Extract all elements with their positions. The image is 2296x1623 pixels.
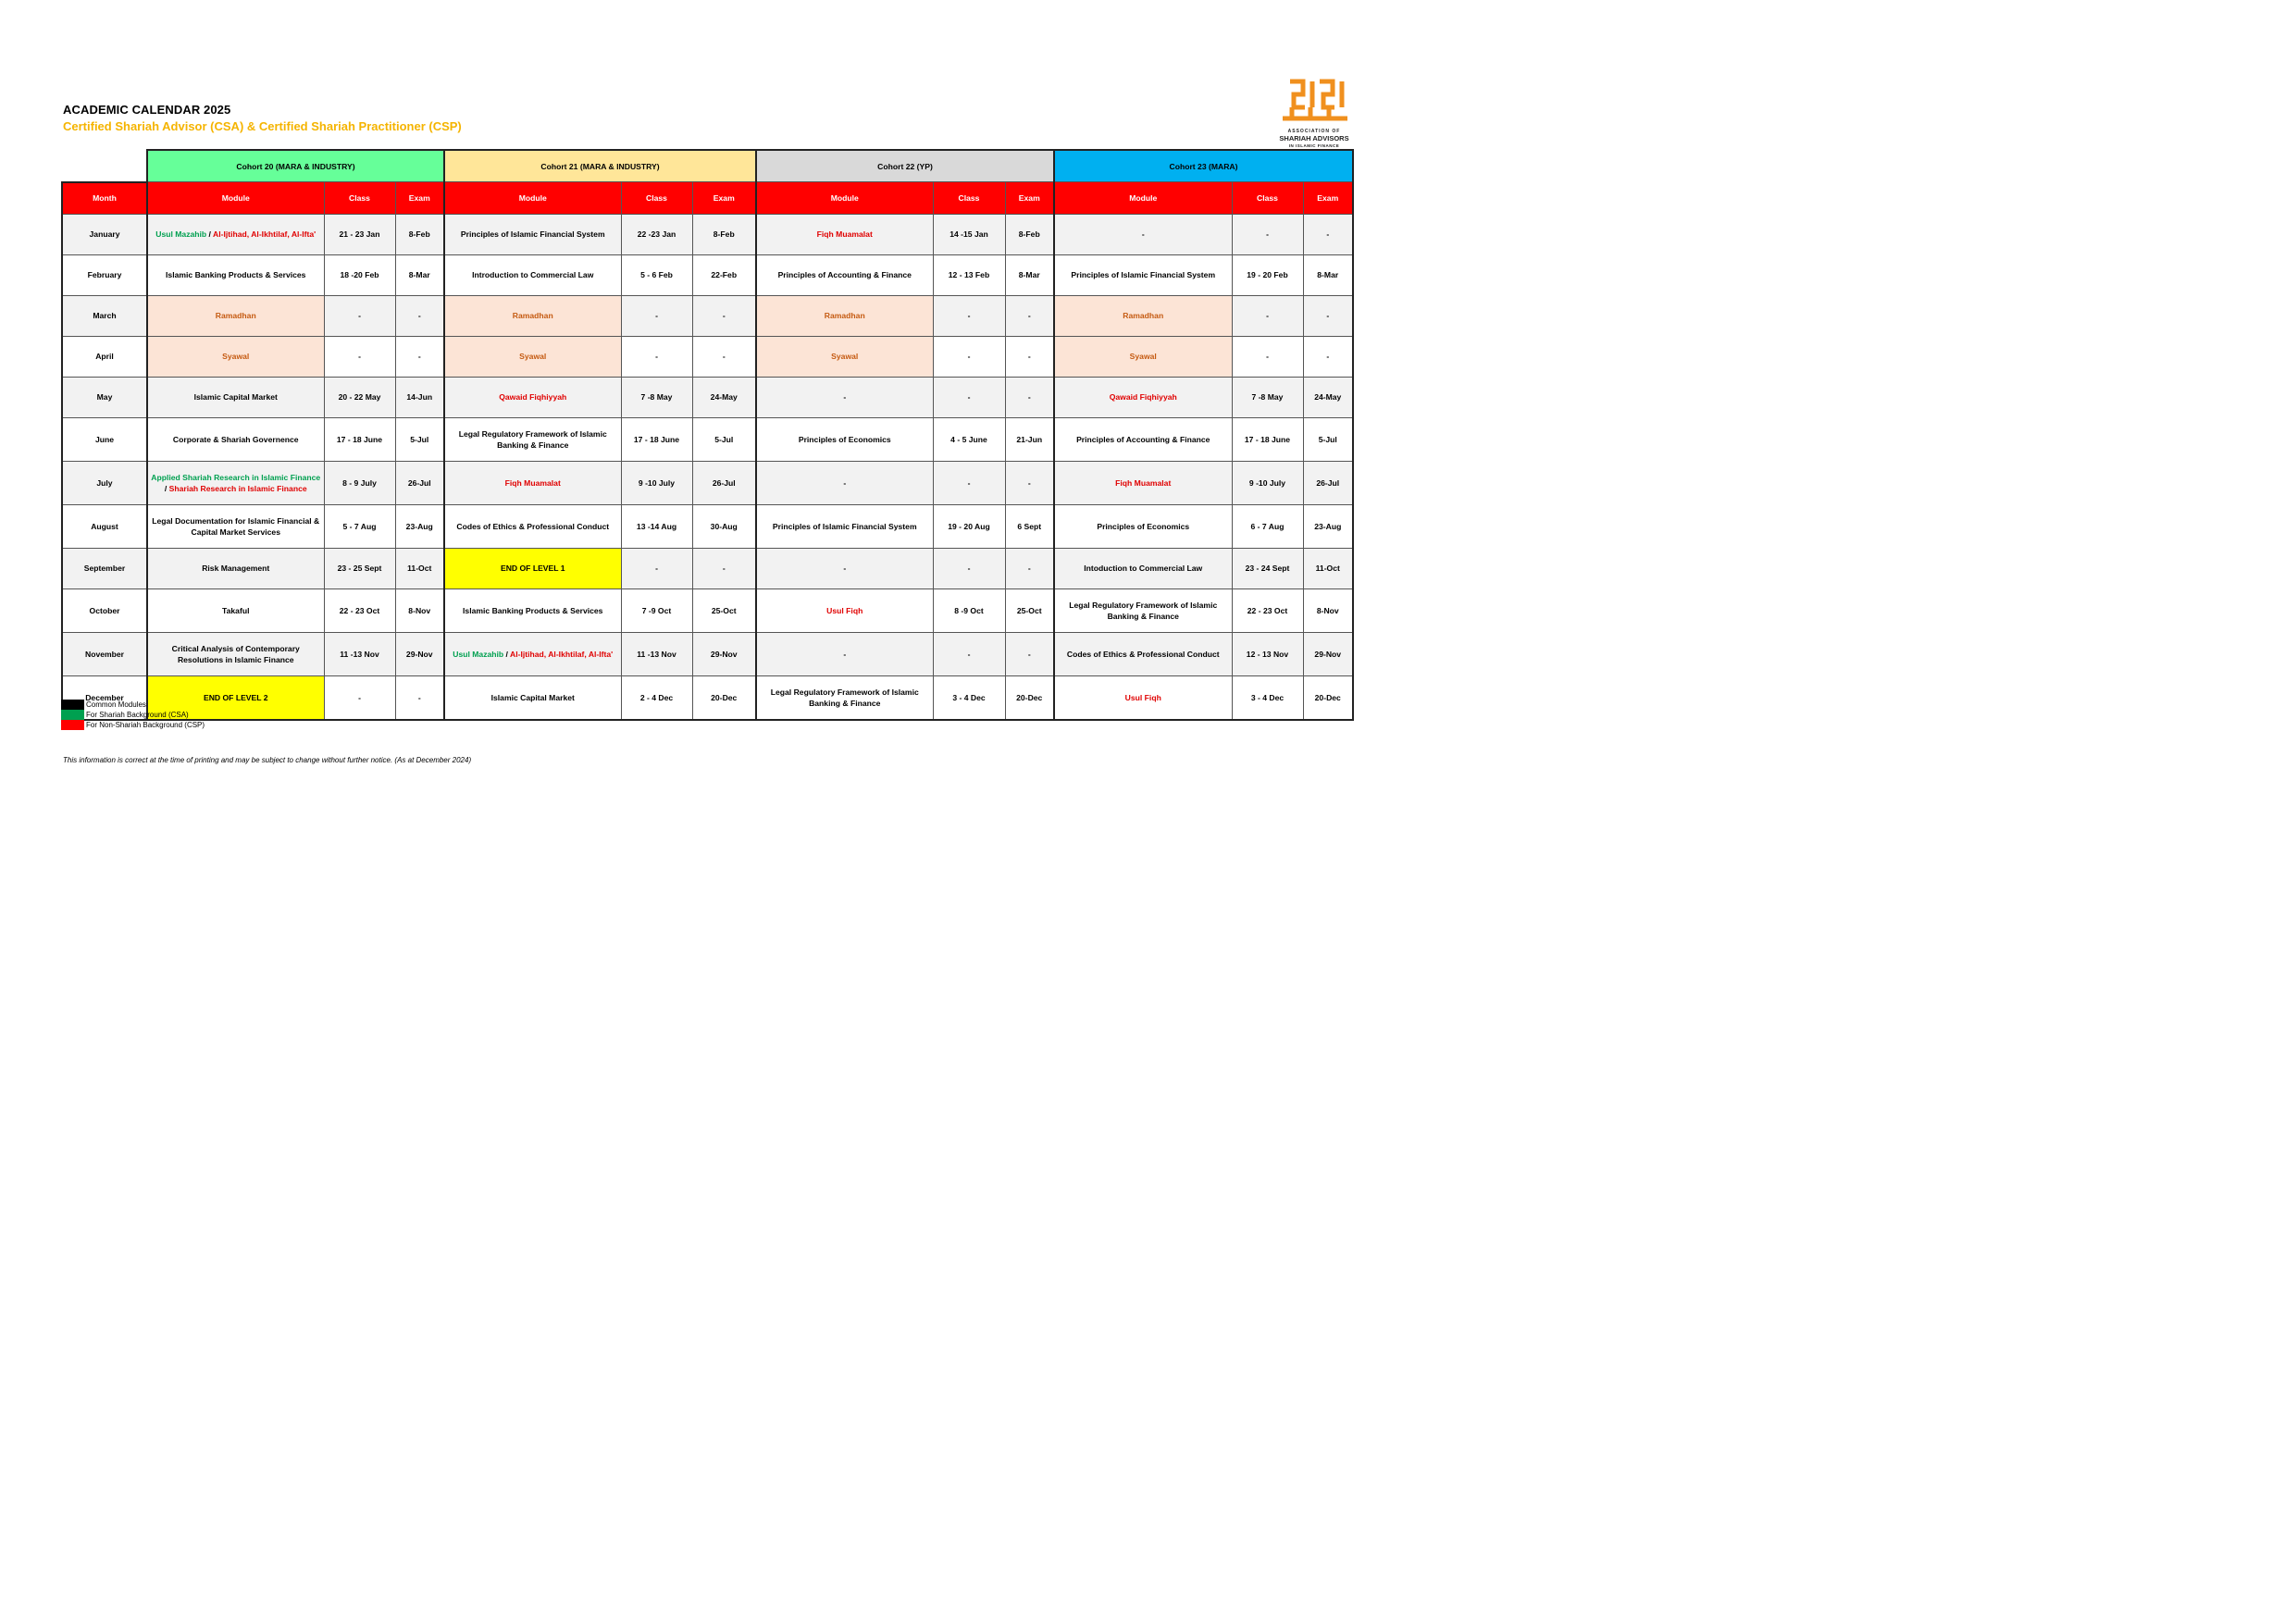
module-column-header: Module (1054, 182, 1232, 215)
class-date-cell: 3 - 4 Dec (933, 675, 1005, 720)
table-row (62, 254, 1353, 295)
class-column-header: Class (933, 182, 1005, 215)
module-text: Usul Mazahib (453, 649, 504, 659)
module-text: Fiqh Muamalat (504, 477, 561, 488)
class-date-cell: - (1232, 336, 1303, 377)
exam-date-cell: 5-Jul (1303, 417, 1353, 461)
exam-date-cell: - (1303, 214, 1353, 254)
class-date-cell: 2 - 4 Dec (621, 675, 692, 720)
module-cell (756, 377, 933, 417)
cohort-20-header: Cohort 20 (MARA & INDUSTRY) (147, 150, 444, 182)
module-text: Principles of Accounting & Finance (1076, 434, 1210, 444)
exam-date-cell: - (395, 675, 444, 720)
module-cell (1054, 461, 1232, 504)
page-title: ACADEMIC CALENDAR 2025 (63, 103, 231, 117)
column-header-row (62, 182, 1353, 215)
module-text: Principles of Economics (798, 434, 891, 444)
exam-date-cell: 29-Nov (692, 632, 756, 675)
module-cell (147, 254, 324, 295)
module-cell (444, 336, 621, 377)
month-cell: October (62, 588, 147, 632)
module-text: Applied Shariah Research in Islamic Finance (151, 472, 321, 482)
module-text: / (164, 483, 169, 493)
module-cell (756, 214, 933, 254)
module-text: Principles of Islamic Financial System (460, 229, 605, 239)
module-cell (147, 588, 324, 632)
module-text: Syawal (222, 352, 250, 361)
table-row (62, 675, 1353, 720)
module-text: Usul Fiqh (1124, 692, 1161, 702)
class-date-cell: 17 - 18 June (324, 417, 395, 461)
exam-date-cell: - (395, 295, 444, 336)
exam-date-cell: - (1005, 295, 1054, 336)
cohort-22-header: Cohort 22 (YP) (756, 150, 1054, 182)
exam-date-cell: - (1005, 461, 1054, 504)
class-date-cell: - (933, 632, 1005, 675)
month-cell: September (62, 548, 147, 588)
class-date-cell: 11 -13 Nov (324, 632, 395, 675)
module-text: Legal Regulatory Framework of Islamic Banking & Finance (770, 687, 919, 708)
module-text: Introduction to Commercial Law (472, 270, 594, 279)
class-date-cell: 8 - 9 July (324, 461, 395, 504)
exam-date-cell: 11-Oct (1303, 548, 1353, 588)
module-text: Legal Regulatory Framework of Islamic Banking & Finance (1069, 600, 1218, 621)
class-date-cell: 20 - 22 May (324, 377, 395, 417)
module-text: Usul Fiqh (826, 605, 863, 615)
exam-column-header: Exam (395, 182, 444, 215)
exam-date-cell: 8-Mar (395, 254, 444, 295)
module-cell (756, 461, 933, 504)
module-cell (756, 417, 933, 461)
module-cell (444, 417, 621, 461)
class-date-cell: - (621, 295, 692, 336)
exam-date-cell: - (1303, 336, 1353, 377)
page-subtitle: Certified Shariah Advisor (CSA) & Certified Shariah Practitioner (CSP) (63, 119, 462, 133)
module-cell (756, 295, 933, 336)
legend-swatch (61, 720, 84, 730)
exam-date-cell: 20-Dec (692, 675, 756, 720)
exam-date-cell: 5-Jul (692, 417, 756, 461)
class-date-cell: - (1232, 295, 1303, 336)
exam-date-cell: - (395, 336, 444, 377)
exam-column-header: Exam (1303, 182, 1353, 215)
module-cell (1054, 377, 1232, 417)
exam-date-cell: 29-Nov (1303, 632, 1353, 675)
class-column-header: Class (324, 182, 395, 215)
module-cell (444, 214, 621, 254)
legend-label: For Non-Shariah Background (CSP) (86, 721, 205, 729)
module-text: Principles of Economics (1097, 521, 1190, 531)
module-cell (756, 336, 933, 377)
module-column-header: Module (756, 182, 933, 215)
exam-date-cell: 23-Aug (1303, 504, 1353, 548)
class-date-cell: 5 - 7 Aug (324, 504, 395, 548)
module-text: Al-Ijtihad, Al-Ikhtilaf, Al-Ifta' (510, 649, 614, 659)
module-text: - (843, 392, 847, 402)
module-text: / (206, 229, 214, 239)
module-text: - (843, 477, 847, 488)
module-cell (756, 588, 933, 632)
exam-date-cell: 24-May (1303, 377, 1353, 417)
month-cell: May (62, 377, 147, 417)
module-text: END OF LEVEL 2 (203, 692, 268, 702)
class-date-cell: - (1232, 214, 1303, 254)
module-cell (1054, 214, 1232, 254)
module-text: Risk Management (202, 564, 270, 573)
footnote: This information is correct at the time of printing and may be subject to change without further notice. (As at December 2024) (63, 756, 472, 764)
table-row (62, 214, 1353, 254)
legend-label: For Shariah Background (CSA) (86, 711, 189, 719)
class-column-header: Class (1232, 182, 1303, 215)
month-cell: June (62, 417, 147, 461)
class-date-cell: 11 -13 Nov (621, 632, 692, 675)
table-row (62, 461, 1353, 504)
month-cell: July (62, 461, 147, 504)
cohort-21-header: Cohort 21 (MARA & INDUSTRY) (444, 150, 756, 182)
legend-swatch (61, 700, 84, 710)
exam-date-cell: 23-Aug (395, 504, 444, 548)
module-cell (444, 632, 621, 675)
exam-date-cell: 25-Oct (692, 588, 756, 632)
module-cell (1054, 417, 1232, 461)
module-text: Takaful (222, 605, 250, 615)
month-cell: January (62, 214, 147, 254)
class-date-cell: 14 -15 Jan (933, 214, 1005, 254)
exam-date-cell: 26-Jul (1303, 461, 1353, 504)
module-cell (147, 548, 324, 588)
module-cell (147, 461, 324, 504)
blank-corner (62, 150, 147, 182)
module-text: Corporate & Shariah Governence (172, 434, 299, 444)
module-text: Principles of Accounting & Finance (777, 270, 912, 279)
class-date-cell: - (621, 548, 692, 588)
class-date-cell: 23 - 25 Sept (324, 548, 395, 588)
module-cell (444, 254, 621, 295)
legend (61, 700, 205, 730)
exam-date-cell: 8-Nov (1303, 588, 1353, 632)
module-cell (756, 254, 933, 295)
class-date-cell: 21 - 23 Jan (324, 214, 395, 254)
exam-date-cell: 8-Mar (1005, 254, 1054, 295)
module-cell (1054, 336, 1232, 377)
exam-date-cell: 20-Dec (1303, 675, 1353, 720)
module-text: Legal Regulatory Framework of Islamic Banking & Finance (458, 428, 607, 450)
class-date-cell: - (933, 377, 1005, 417)
class-date-cell: - (933, 336, 1005, 377)
exam-date-cell: 25-Oct (1005, 588, 1054, 632)
module-cell (147, 377, 324, 417)
module-text: Intoduction to Commercial Law (1084, 564, 1203, 573)
class-date-cell: 17 - 18 June (621, 417, 692, 461)
class-date-cell: 7 -8 May (621, 377, 692, 417)
module-cell (756, 548, 933, 588)
module-text: Principles of Islamic Financial System (772, 521, 917, 531)
class-date-cell: 6 - 7 Aug (1232, 504, 1303, 548)
class-date-cell: 7 -9 Oct (621, 588, 692, 632)
module-cell (444, 461, 621, 504)
exam-date-cell: - (1005, 377, 1054, 417)
class-column-header: Class (621, 182, 692, 215)
module-text: Ramadhan (1123, 311, 1164, 320)
cohort-23-header: Cohort 23 (MARA) (1054, 150, 1353, 182)
module-text: Islamic Banking Products & Services (463, 605, 603, 615)
module-cell (147, 632, 324, 675)
exam-date-cell: - (1303, 295, 1353, 336)
module-cell (444, 588, 621, 632)
module-text: Al-Ijtihad, Al-Ikhtilaf, Al-Ifta' (213, 229, 316, 239)
month-cell: August (62, 504, 147, 548)
month-cell: February (62, 254, 147, 295)
exam-date-cell: 5-Jul (395, 417, 444, 461)
module-text: Codes of Ethics & Professional Conduct (1066, 649, 1220, 659)
module-text: Ramadhan (215, 311, 256, 320)
exam-date-cell: 11-Oct (395, 548, 444, 588)
module-cell (756, 675, 933, 720)
exam-date-cell: - (692, 336, 756, 377)
academic-calendar-table (61, 149, 1354, 721)
table-row (62, 336, 1353, 377)
exam-column-header: Exam (692, 182, 756, 215)
exam-date-cell: 30-Aug (692, 504, 756, 548)
module-cell (444, 548, 621, 588)
exam-date-cell: - (1005, 632, 1054, 675)
exam-date-cell: 26-Jul (692, 461, 756, 504)
module-text: Fiqh Muamalat (1115, 477, 1172, 488)
class-date-cell: 8 -9 Oct (933, 588, 1005, 632)
module-text: Usul Mazahib (155, 229, 207, 239)
class-date-cell: 5 - 6 Feb (621, 254, 692, 295)
exam-date-cell: 8-Nov (395, 588, 444, 632)
class-date-cell: 19 - 20 Feb (1232, 254, 1303, 295)
exam-date-cell: 8-Feb (692, 214, 756, 254)
class-date-cell: 9 -10 July (1232, 461, 1303, 504)
class-date-cell: - (324, 336, 395, 377)
exam-column-header: Exam (1005, 182, 1054, 215)
table-row (62, 417, 1353, 461)
module-text: Islamic Capital Market (193, 392, 278, 402)
module-text: / (503, 649, 511, 659)
class-date-cell: - (324, 675, 395, 720)
module-text: Ramadhan (512, 311, 553, 320)
exam-date-cell: - (1005, 548, 1054, 588)
legend-item (61, 710, 205, 720)
logo-caption (1270, 128, 1359, 150)
module-cell (147, 504, 324, 548)
class-date-cell: 12 - 13 Nov (1232, 632, 1303, 675)
exam-date-cell: 8-Feb (395, 214, 444, 254)
month-column-header: Month (62, 182, 147, 215)
class-date-cell: - (933, 461, 1005, 504)
exam-date-cell: - (1005, 336, 1054, 377)
class-date-cell: 7 -8 May (1232, 377, 1303, 417)
class-date-cell: 19 - 20 Aug (933, 504, 1005, 548)
module-cell (1054, 675, 1232, 720)
legend-item (61, 720, 205, 730)
module-text: - (1141, 229, 1145, 239)
module-text: Islamic Banking Products & Services (166, 270, 306, 279)
month-cell: April (62, 336, 147, 377)
module-text: Principles of Islamic Financial System (1071, 270, 1216, 279)
module-text: - (843, 649, 847, 659)
module-cell (444, 295, 621, 336)
exam-date-cell: 6 Sept (1005, 504, 1054, 548)
module-text: - (843, 564, 847, 573)
module-cell (756, 504, 933, 548)
month-cell: December (62, 675, 147, 720)
module-column-header: Module (147, 182, 324, 215)
logo-line-3: IN ISLAMIC FINANCE (1288, 143, 1340, 148)
module-cell (1054, 548, 1232, 588)
module-text: Shariah Research in Islamic Finance (168, 483, 307, 493)
logo-line-2: SHARIAH ADVISORS (1279, 134, 1349, 142)
exam-date-cell: 20-Dec (1005, 675, 1054, 720)
module-cell (147, 214, 324, 254)
exam-date-cell: 26-Jul (395, 461, 444, 504)
module-column-header: Module (444, 182, 621, 215)
class-date-cell: 12 - 13 Feb (933, 254, 1005, 295)
exam-date-cell: 14-Jun (395, 377, 444, 417)
cohort-header-row (62, 150, 1353, 182)
exam-date-cell: 8-Feb (1005, 214, 1054, 254)
module-text: Fiqh Muamalat (816, 229, 873, 239)
legend-swatch (61, 710, 84, 720)
class-date-cell: 4 - 5 June (933, 417, 1005, 461)
module-text: Islamic Capital Market (490, 692, 575, 702)
exam-date-cell: - (692, 548, 756, 588)
module-cell (756, 632, 933, 675)
class-date-cell: 22 - 23 Oct (1232, 588, 1303, 632)
exam-date-cell: 8-Mar (1303, 254, 1353, 295)
table-row (62, 295, 1353, 336)
class-date-cell: 23 - 24 Sept (1232, 548, 1303, 588)
module-text: Legal Documentation for Islamic Financial & Capital Market Services (152, 515, 320, 537)
class-date-cell: 18 -20 Feb (324, 254, 395, 295)
legend-item (61, 700, 205, 710)
class-date-cell: 9 -10 July (621, 461, 692, 504)
module-cell (444, 675, 621, 720)
module-cell (1054, 504, 1232, 548)
module-cell (1054, 254, 1232, 295)
class-date-cell: - (933, 295, 1005, 336)
class-date-cell: - (933, 548, 1005, 588)
table-row (62, 588, 1353, 632)
module-cell (147, 336, 324, 377)
exam-date-cell: 22-Feb (692, 254, 756, 295)
month-cell: March (62, 295, 147, 336)
module-cell (1054, 632, 1232, 675)
module-cell (147, 417, 324, 461)
module-text: Syawal (831, 352, 859, 361)
class-date-cell: 3 - 4 Dec (1232, 675, 1303, 720)
class-date-cell: 22 - 23 Oct (324, 588, 395, 632)
class-date-cell: 13 -14 Aug (621, 504, 692, 548)
module-text: Qawaid Fiqhiyyah (1109, 392, 1177, 402)
logo-line-1: ASSOCIATION OF (1287, 129, 1341, 134)
module-cell (1054, 588, 1232, 632)
module-text: Ramadhan (824, 311, 865, 320)
class-date-cell: - (324, 295, 395, 336)
module-text: Critical Analysis of Contemporary Resolutions in Islamic Finance (171, 643, 300, 664)
class-date-cell: - (621, 336, 692, 377)
table-row (62, 632, 1353, 675)
module-cell (147, 295, 324, 336)
exam-date-cell: - (692, 295, 756, 336)
exam-date-cell: 24-May (692, 377, 756, 417)
table-row (62, 377, 1353, 417)
month-cell: November (62, 632, 147, 675)
module-text: Codes of Ethics & Professional Conduct (456, 521, 610, 531)
module-text: Syawal (519, 352, 547, 361)
module-cell (444, 377, 621, 417)
module-text: Qawaid Fiqhiyyah (499, 392, 567, 402)
exam-date-cell: 29-Nov (395, 632, 444, 675)
module-cell (1054, 295, 1232, 336)
class-date-cell: 17 - 18 June (1232, 417, 1303, 461)
module-text: END OF LEVEL 1 (500, 564, 565, 573)
module-text: Syawal (1129, 352, 1157, 361)
legend-label: Common Modules (86, 700, 146, 709)
exam-date-cell: 21-Jun (1005, 417, 1054, 461)
table-row (62, 548, 1353, 588)
table-row (62, 504, 1353, 548)
module-cell (444, 504, 621, 548)
class-date-cell: 22 -23 Jan (621, 214, 692, 254)
